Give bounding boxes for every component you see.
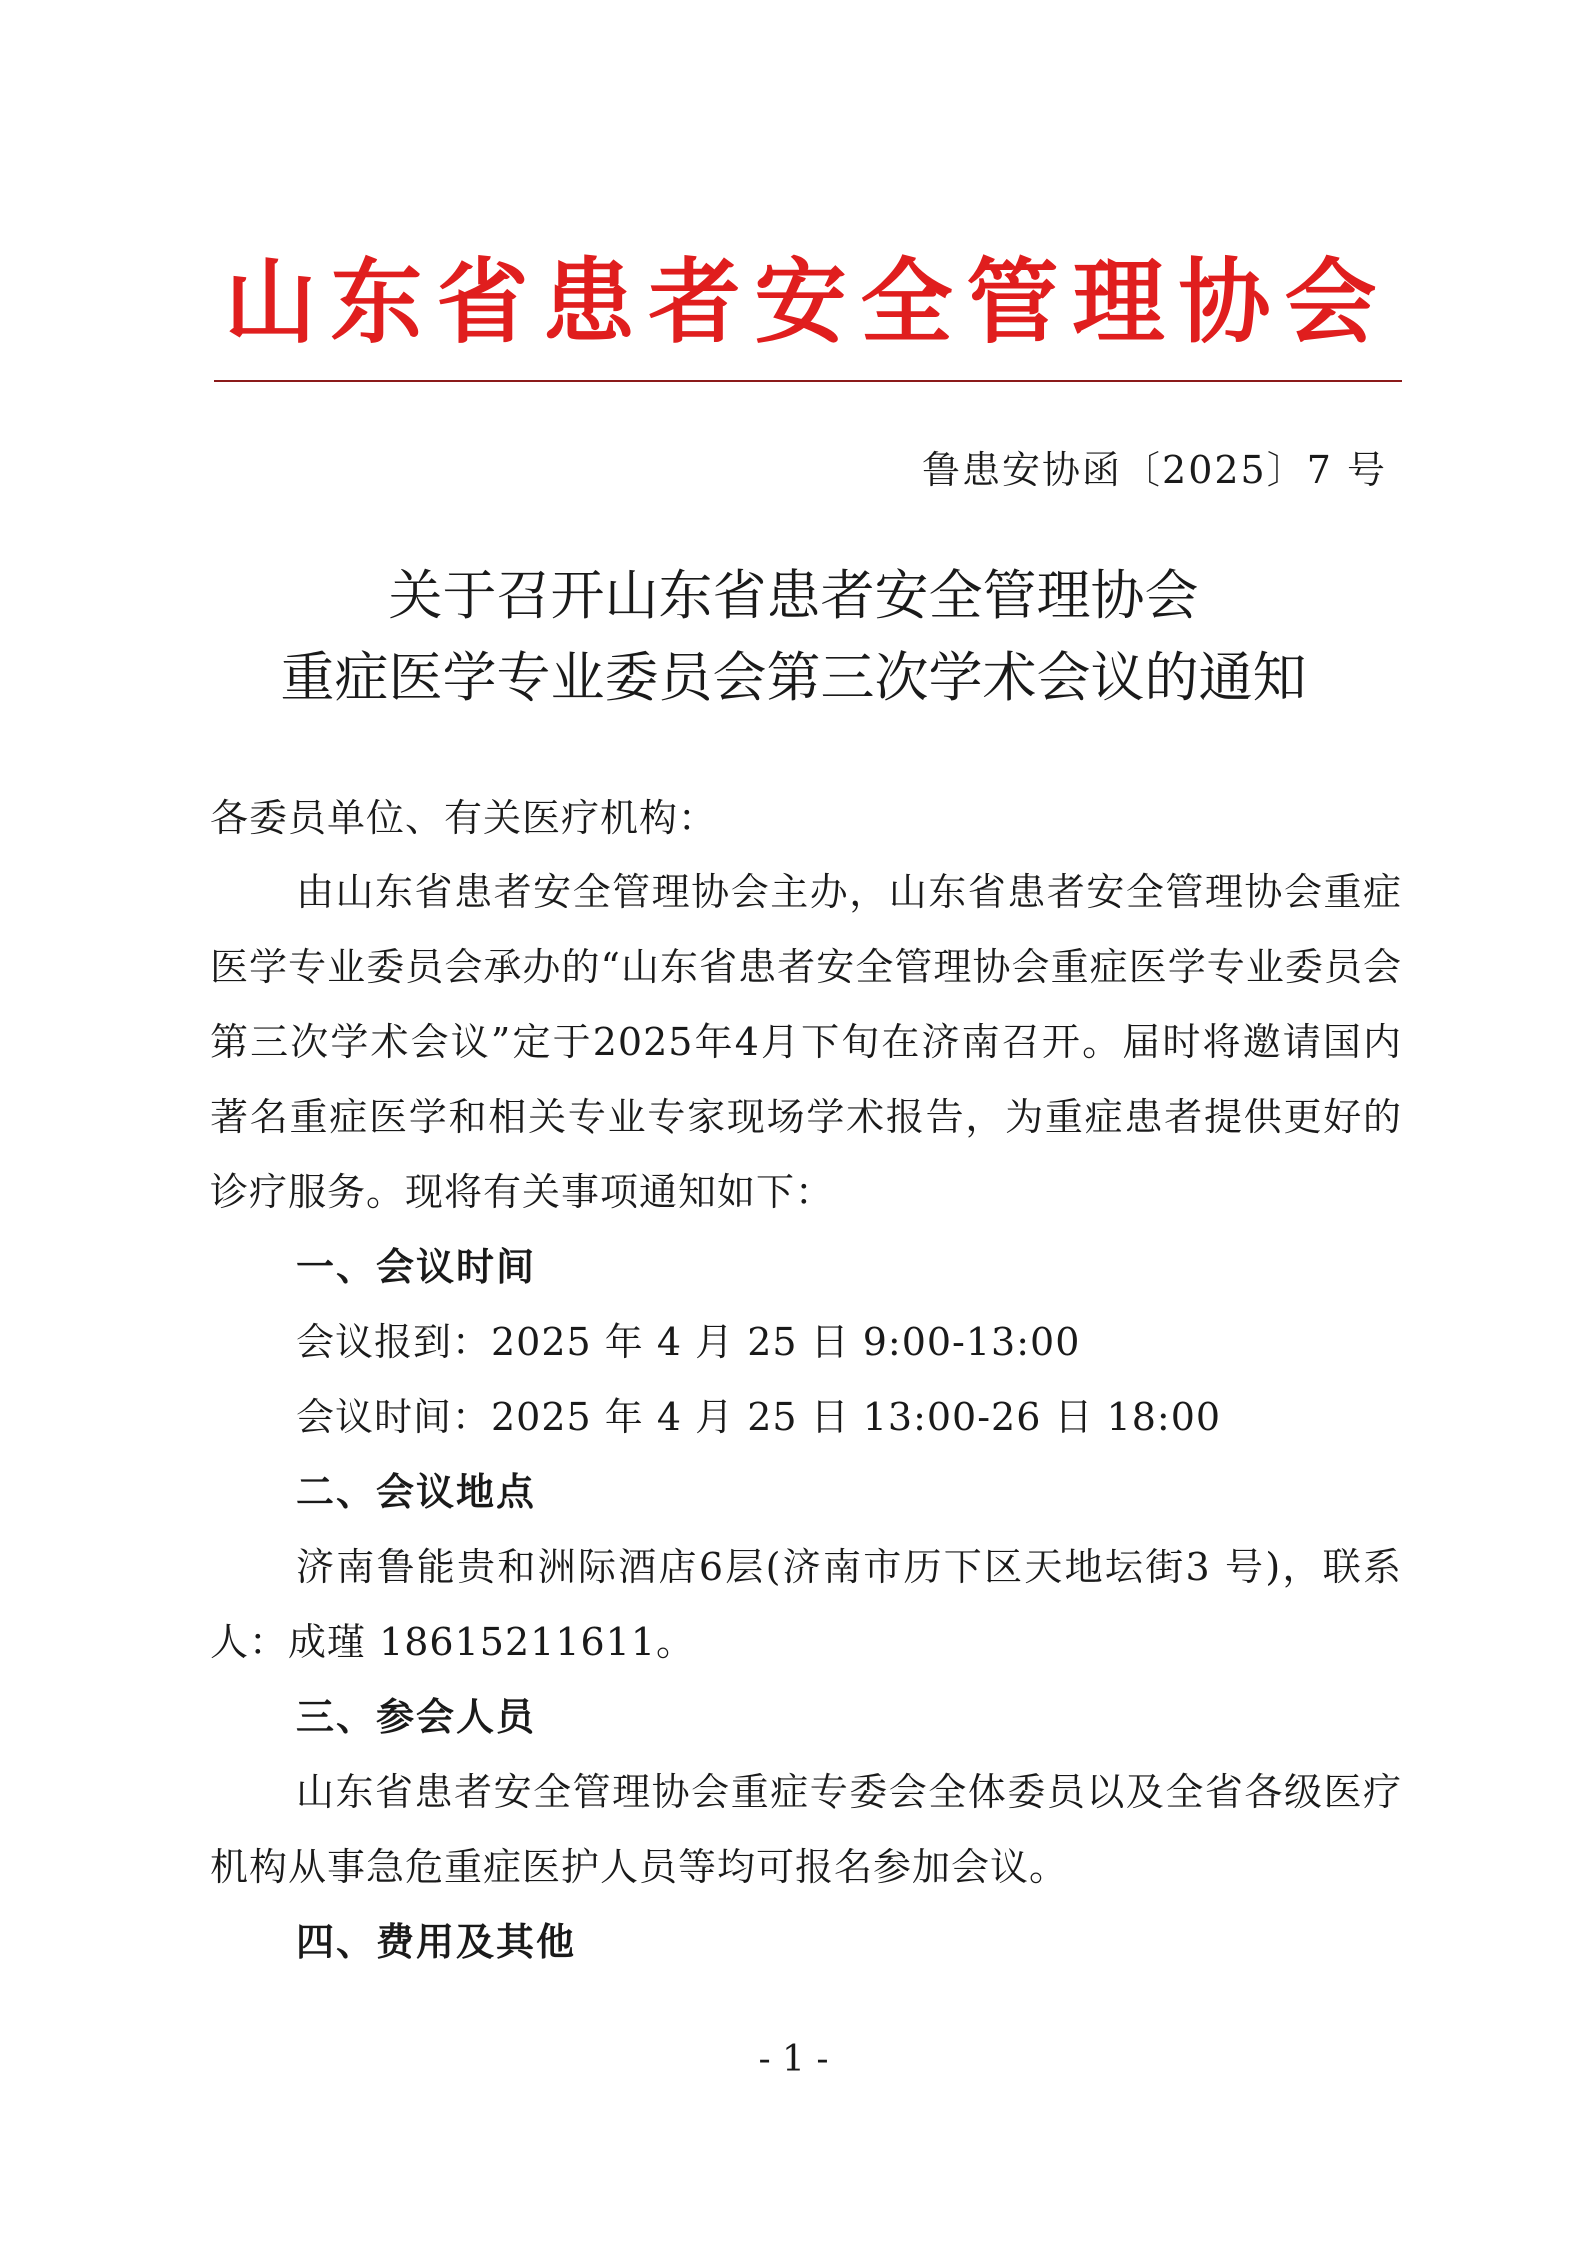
page-number: - 1 -	[758, 2039, 829, 2080]
document-title-line-2: 重症医学专业委员会第三次学术会议的通知	[280, 646, 1307, 709]
salutation: 各委员单位、有关医疗机构：	[210, 796, 718, 840]
venue-paragraph: 济南鲁能贵和洲际酒店6层(济南市历下区天地坛街3 号)，联系人：成瑾 18615211611。	[210, 1545, 1402, 1664]
meeting-time: 会议时间：2025 年 4 月 25 日 13:00-26 日 18:00	[296, 1395, 1222, 1439]
org-masthead: 山东省患者安全管理协会	[224, 249, 1391, 356]
masthead-divider	[214, 380, 1402, 382]
attendees-paragraph: 山东省患者安全管理协会重症专委会全体委员以及全省各级医疗机构从事急危重症医护人员等均可报名参加会议。	[210, 1770, 1402, 1889]
document-number: 鲁患安协函〔2025〕7 号	[922, 448, 1387, 492]
section-heading-venue: 二、会议地点	[296, 1470, 537, 1514]
section-heading-time: 一、会议时间	[296, 1245, 537, 1289]
section-heading-fees: 四、费用及其他	[296, 1920, 577, 1964]
section-heading-attendees: 三、参会人员	[296, 1695, 537, 1739]
document-title-line-1: 关于召开山东省患者安全管理协会	[388, 564, 1199, 627]
intro-paragraph: 由山东省患者安全管理协会主办，山东省患者安全管理协会重症医学专业委员会承办的“山东省患者安全管理协会重症医学专业委员会第三次学术会议”定于2025年4月下旬在济南召开。届时将邀请国内著名重症医学和相关专业专家现场学术报告，为重症患者提供更好的诊疗服务。现将有关事项通知如下：	[210, 870, 1402, 1214]
registration-time: 会议报到：2025 年 4 月 25 日 9:00-13:00	[296, 1320, 1081, 1364]
